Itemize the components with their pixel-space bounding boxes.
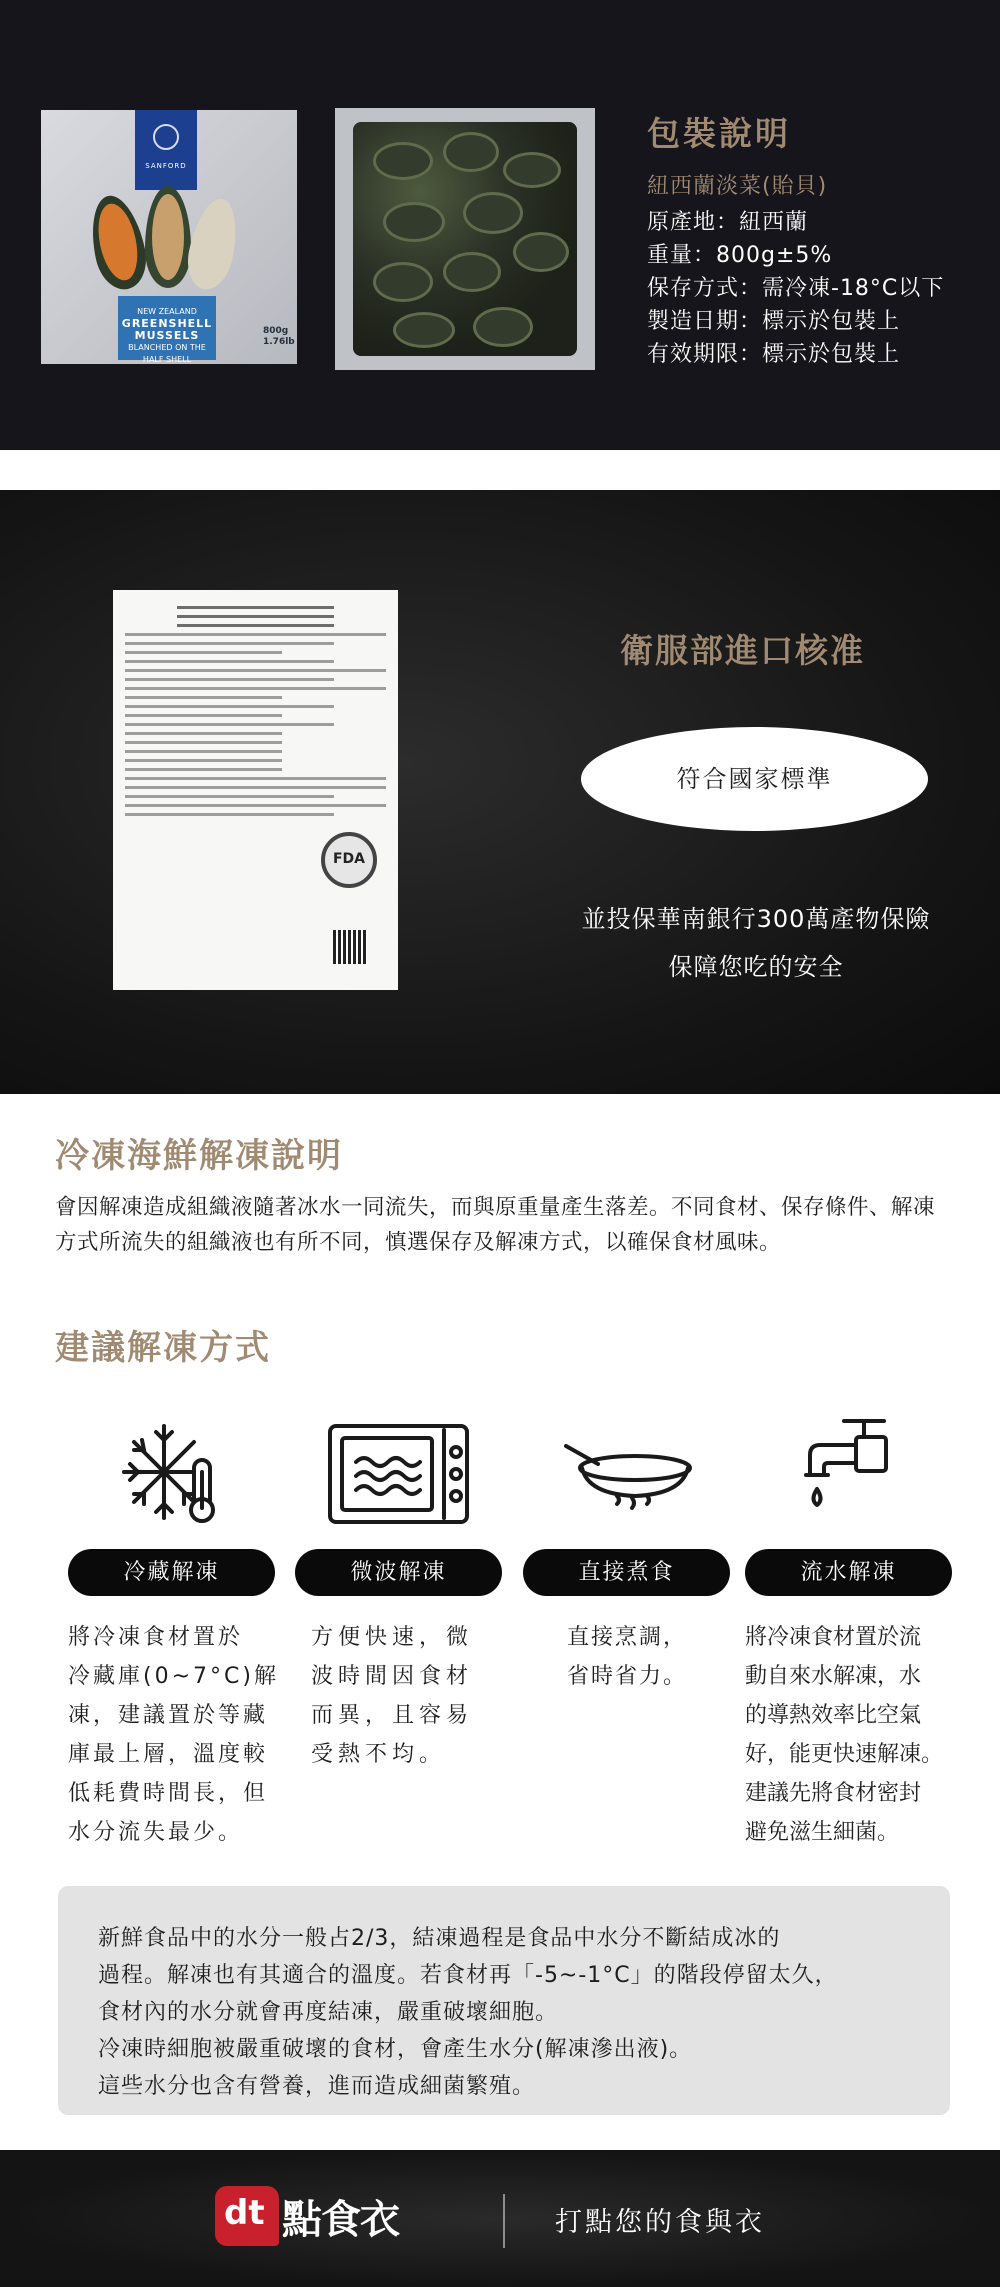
info-line: 冷凍時細胞被嚴重破壞的食材，會產生水分(解凍滲出液)。 (98, 2037, 693, 2062)
brand-slogan: 打點您的食與衣 (555, 2207, 765, 2238)
method-label-running-water-thaw: 流水解凍 (745, 1549, 952, 1596)
brand-logo-text: 點食衣 (282, 2197, 399, 2243)
product-weight-label: 800g 1.76lb (263, 326, 295, 347)
info-line: 這些水分也含有營養，進而造成細菌繁殖。 (98, 2074, 536, 2099)
packaging-title: 包裝說明 (647, 114, 791, 153)
manufacture-date-line: 製造日期：標示於包裝上 (647, 309, 901, 334)
fda-seal-icon: FDA (321, 832, 377, 888)
thaw-explanation-text: 會因解凍造成組織液隨著冰水一同流失，而與原重量產生落差。不同食材、保存條件、解凍方式所流失的組織液也有所不同，慎選保存及解凍方式，以確保食材風味。 (55, 1195, 936, 1255)
brand-logo: SANFORD (135, 110, 197, 190)
certification-title: 衛服部進口核准 (620, 631, 865, 670)
product-box-image (41, 110, 297, 364)
origin-line: 原產地：紐西蘭 (647, 210, 809, 235)
frying-pan-icon (560, 1438, 695, 1518)
national-standard-badge: 符合國家標準 (581, 727, 928, 831)
mussel-shell-image (84, 191, 153, 294)
method-label-microwave-thaw: 微波解凍 (295, 1549, 502, 1596)
packaging-info (647, 108, 944, 371)
product-bag-image (335, 108, 595, 370)
product-name: 紐西蘭淡菜(貽貝) (647, 174, 828, 199)
expiry-date-line: 有效期限：標示於包裝上 (647, 342, 901, 367)
certification-section (0, 490, 1000, 1094)
import-permit-document-image (113, 590, 398, 990)
snowflake-thermometer-icon (118, 1420, 228, 1530)
freezing-info-box (58, 1886, 950, 2115)
product-label-band: NEW ZEALAND GREENSHELL MUSSELS BLANCHED ON THE HALF SHELL (118, 296, 216, 360)
mussel-shell-image (182, 194, 244, 293)
footer-divider (503, 2194, 505, 2248)
info-line: 食材內的水分就會再度結凍，嚴重破壞細胞。 (98, 2000, 559, 2025)
footer (0, 2150, 1000, 2287)
suggested-methods-title: 建議解凍方式 (55, 1328, 271, 1368)
method-label-refrigerator-thaw: 冷藏解凍 (68, 1549, 275, 1596)
weight-line: 重量：800g±5% (647, 243, 833, 268)
method-description-running-water: 將冷凍食材置於流 動自來水解凍，水 的導熱效率比空氣 好，能更快速解凍。 建議先將食材密封 避免滋生細菌。 (745, 1625, 944, 1845)
storage-line: 保存方式：需冷凍-18°C以下 (647, 276, 945, 301)
method-label-direct-cook: 直接煮食 (523, 1549, 730, 1596)
water-faucet-icon (800, 1415, 895, 1525)
qr-code-icon (333, 930, 367, 964)
mussel-shell-image (145, 186, 191, 288)
method-description-direct-cook: 直接烹調， 省時省力。 (567, 1625, 688, 1689)
info-line: 新鮮食品中的水分一般占2/3，結凍過程是食品中水分不斷結成冰的 (98, 1926, 781, 1951)
brand-logo-mark-icon: dt (215, 2186, 279, 2246)
microwave-icon (326, 1422, 471, 1527)
info-line: 過程。解凍也有其適合的溫度。若食材再「-5~-1°C」的階段停留太久， (98, 1963, 838, 1988)
method-description-microwave: 方便快速，微 波時間因食材 而異，且容易 受熱不均。 (311, 1625, 474, 1767)
method-description-refrigerator: 將冷凍食材置於 冷藏庫(0~7°C)解 凍，建議置於等藏 庫最上層，溫度較 低耗費時間長，但 水分流失最少。 (68, 1625, 279, 1845)
thaw-title: 冷凍海鮮解凍說明 (55, 1136, 343, 1176)
insurance-note: 並投保華南銀行300萬產物保險 保障您吃的安全 (581, 905, 931, 981)
packaging-section (0, 0, 1000, 450)
